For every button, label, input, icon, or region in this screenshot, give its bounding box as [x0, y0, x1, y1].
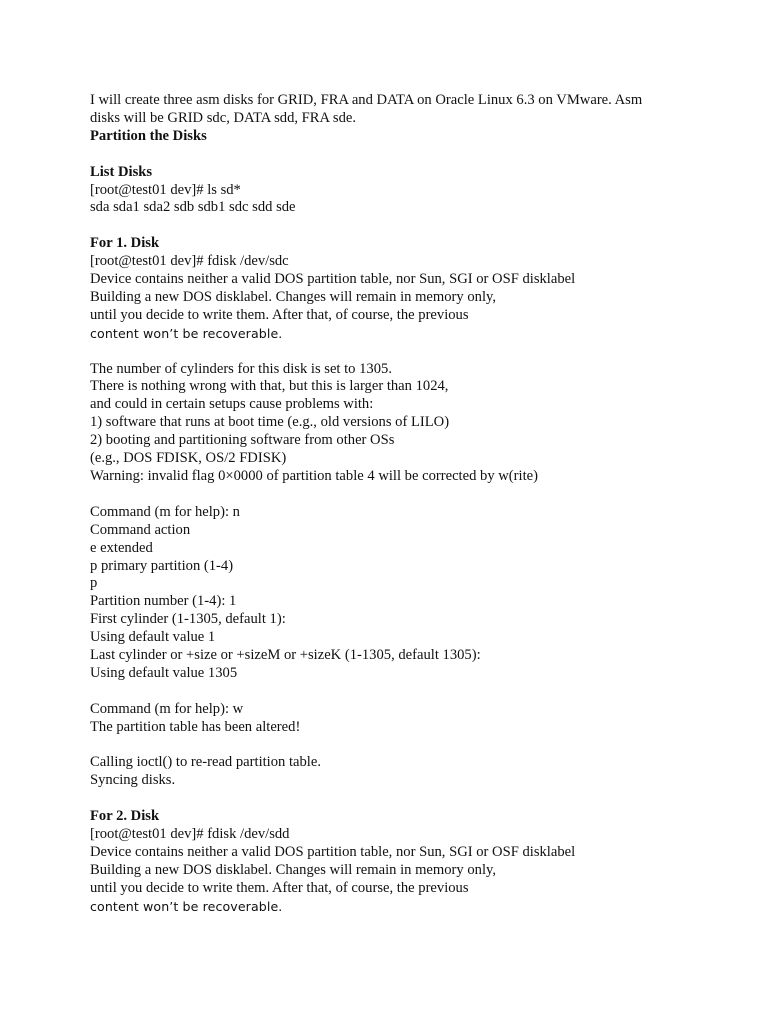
spacer — [90, 146, 690, 164]
section-heading-disk-1: For 1. Disk — [90, 235, 160, 252]
list-disks-output: sda sda1 sda2 sdb sdb1 sdc sdd sde — [90, 199, 296, 216]
disk1-partition-number: Partition number (1-4): 1 — [90, 593, 237, 610]
document-page — [90, 92, 690, 916]
disk1-cylinders-3: and could in certain setups cause problems with: — [90, 396, 374, 413]
spacer — [90, 737, 690, 755]
disk1-first-cylinder: First cylinder (1-1305, default 1): — [90, 611, 286, 628]
disk1-ioctl: Calling ioctl() to re-read partition table. — [90, 754, 321, 771]
disk1-cylinders-6: (e.g., DOS FDISK, OS/2 FDISK) — [90, 450, 287, 467]
disk1-command-action: Command action — [90, 521, 191, 538]
disk2-message-3: until you decide to write them. After that, of course, the previous — [90, 879, 469, 896]
spacer — [90, 217, 690, 235]
disk1-option-extended: e extended — [90, 539, 153, 556]
disk1-option-primary: p primary partition (1-4) — [90, 557, 234, 574]
disk1-warning: Warning: invalid flag 0×0000 of partition table 4 will be corrected by w(rite) — [90, 467, 538, 484]
section-heading-list-disks: List Disks — [90, 163, 153, 180]
spacer — [90, 486, 690, 504]
disk1-command: [root@test01 dev]# fdisk /dev/sdc — [90, 253, 289, 270]
disk1-cylinders-1: The number of cylinders for this disk is set to 1305. — [90, 360, 392, 377]
list-disks-command: [root@test01 dev]# ls sd* — [90, 181, 241, 198]
disk1-message-4: content won’t be recoverable. — [90, 325, 283, 341]
disk2-message-4: content won’t be recoverable. — [90, 898, 283, 914]
disk2-message-1: Device contains neither a valid DOS partition table, nor Sun, SGI or OSF disklabel — [90, 843, 576, 860]
disk1-default-last: Using default value 1305 — [90, 664, 238, 681]
disk1-message-2: Building a new DOS disklabel. Changes will remain in memory only, — [90, 288, 497, 305]
disk1-last-cylinder: Last cylinder or +size or +sizeM or +sizeK (1-1305, default 1305): — [90, 647, 481, 664]
intro-line-1: I will create three asm disks for GRID, FRA and DATA on Oracle Linux 6.3 on VMware. Asm — [90, 92, 643, 108]
disk1-command-n: Command (m for help): n — [90, 503, 240, 520]
disk1-default-first: Using default value 1 — [90, 629, 216, 646]
disk1-cylinders-5: 2) booting and partitioning software from other OSs — [90, 432, 395, 449]
disk1-message-3: until you decide to write them. After that, of course, the previous — [90, 306, 469, 323]
section-heading-partition: Partition the Disks — [90, 127, 207, 144]
section-heading-disk-2: For 2. Disk — [90, 808, 160, 825]
disk1-cylinders-4: 1) software that runs at boot time (e.g., old versions of LILO) — [90, 414, 450, 431]
disk1-message-1: Device contains neither a valid DOS partition table, nor Sun, SGI or OSF disklabel — [90, 271, 576, 288]
disk2-message-2: Building a new DOS disklabel. Changes will remain in memory only, — [90, 861, 497, 878]
disk1-syncing: Syncing disks. — [90, 772, 176, 789]
disk1-input-p: p — [90, 575, 98, 592]
spacer — [90, 343, 690, 361]
spacer — [90, 683, 690, 701]
spacer — [90, 790, 690, 808]
disk2-command: [root@test01 dev]# fdisk /dev/sdd — [90, 826, 290, 843]
disk1-command-w: Command (m for help): w — [90, 700, 244, 717]
disk1-cylinders-2: There is nothing wrong with that, but this is larger than 1024, — [90, 378, 449, 395]
intro-line-2: disks will be GRID sdc, DATA sdd, FRA sde. — [90, 109, 356, 126]
disk1-altered: The partition table has been altered! — [90, 718, 301, 735]
